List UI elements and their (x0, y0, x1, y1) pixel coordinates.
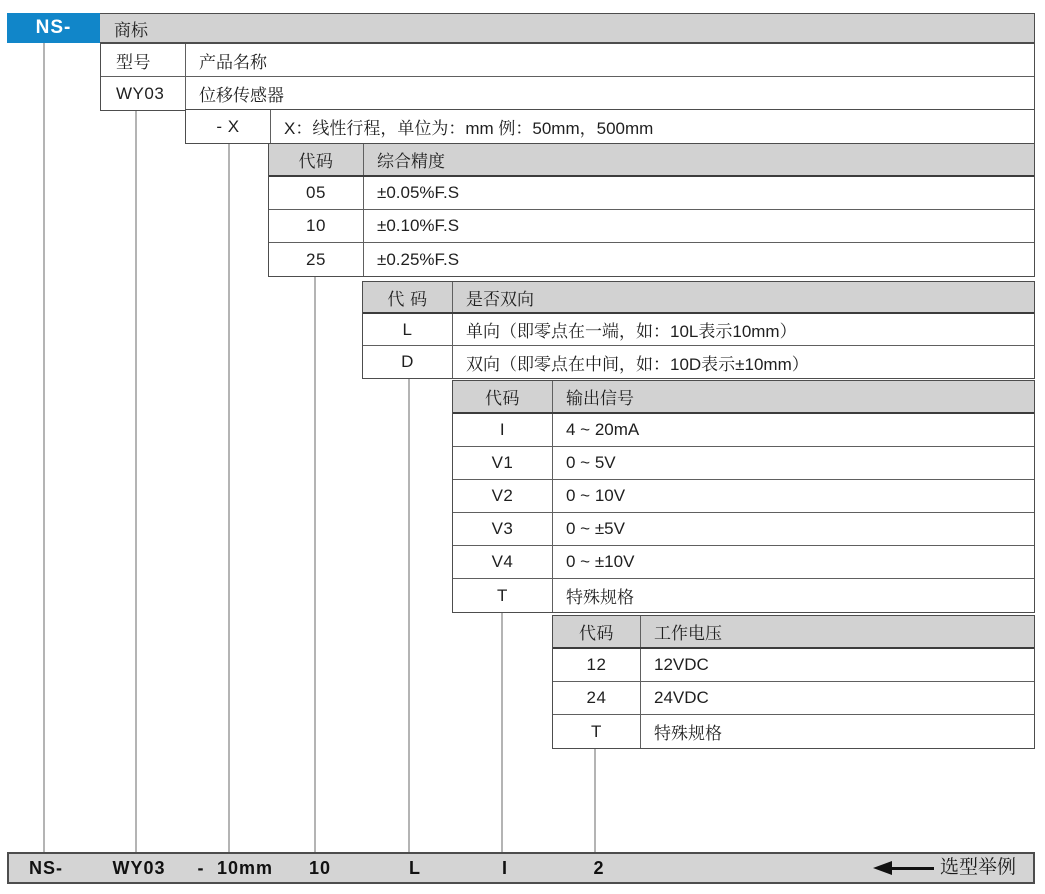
accuracy-col-code: 代码 (269, 144, 364, 175)
voltage-row: 24 24VDC (553, 682, 1034, 715)
direction-col-code: 代 码 (363, 282, 453, 312)
accuracy-row: 10 ±0.10%F.S (269, 210, 1034, 243)
brand-label: 商标 (114, 20, 148, 40)
example-note: 选型举例 (940, 857, 1017, 878)
stroke-desc: X：线性行程，单位为：mm 例：50mm，500mm (284, 119, 654, 138)
left-arrow-icon (873, 861, 892, 875)
brand-row (7, 13, 1035, 43)
model-code: WY03 (101, 77, 186, 110)
accuracy-row: 25 ±0.25%F.S (269, 243, 1034, 276)
example-part-voltage: 2 (593, 858, 605, 878)
voltage-table (552, 615, 1035, 749)
connector-line-accuracy (314, 277, 316, 852)
voltage-row: 12 12VDC (553, 649, 1034, 682)
stroke-code: - X (186, 110, 271, 143)
example-part-direction: L (409, 858, 421, 878)
direction-col-name: 是否双向 (466, 289, 534, 309)
connector-line-prefix (43, 43, 45, 852)
product-col-header: 产品名称 (199, 52, 267, 72)
accuracy-row: 05 ±0.05%F.S (269, 177, 1034, 210)
output-table (452, 380, 1035, 613)
voltage-col-code: 代码 (553, 616, 641, 647)
voltage-col-name: 工作电压 (654, 624, 722, 643)
output-row: I 4 ~ 20mA (453, 414, 1034, 447)
model-table (100, 43, 1035, 111)
product-name: 位移传感器 (199, 86, 284, 105)
example-part-dash: - (197, 858, 205, 878)
output-row: V2 0 ~ 10V (453, 480, 1034, 513)
output-row: V3 0 ~ ±5V (453, 513, 1034, 546)
connector-line-output (501, 613, 503, 852)
example-part-output: I (501, 858, 509, 878)
output-col-code: 代码 (453, 381, 553, 412)
stroke-row (185, 109, 1035, 144)
connector-line-direction (408, 377, 410, 852)
connector-line-stroke (228, 142, 230, 852)
direction-row: L 单向（即零点在一端，如：10L表示10mm） (363, 314, 1034, 346)
direction-row: D 双向（即零点在中间，如：10D表示±10mm） (363, 346, 1034, 378)
example-part-stroke: 10mm (216, 858, 274, 878)
direction-table (362, 281, 1035, 379)
example-part-accuracy: 10 (308, 858, 332, 878)
output-row: V1 0 ~ 5V (453, 447, 1034, 480)
output-row: T 特殊规格 (453, 579, 1034, 612)
connector-line-model (135, 109, 137, 852)
prefix-code-cell: NS- (7, 13, 100, 43)
voltage-row: T 特殊规格 (553, 715, 1034, 748)
accuracy-col-name: 综合精度 (377, 152, 445, 171)
accuracy-table (268, 143, 1035, 277)
output-row: V4 0 ~ ±10V (453, 546, 1034, 579)
example-part-prefix: NS- (29, 858, 63, 878)
connector-line-voltage (594, 749, 596, 852)
left-arrow-tail (891, 867, 934, 870)
model-col-header: 型号 (101, 44, 186, 76)
example-part-model: WY03 (112, 858, 166, 878)
output-col-name: 输出信号 (566, 389, 634, 408)
selection-example-bar (7, 852, 1035, 884)
